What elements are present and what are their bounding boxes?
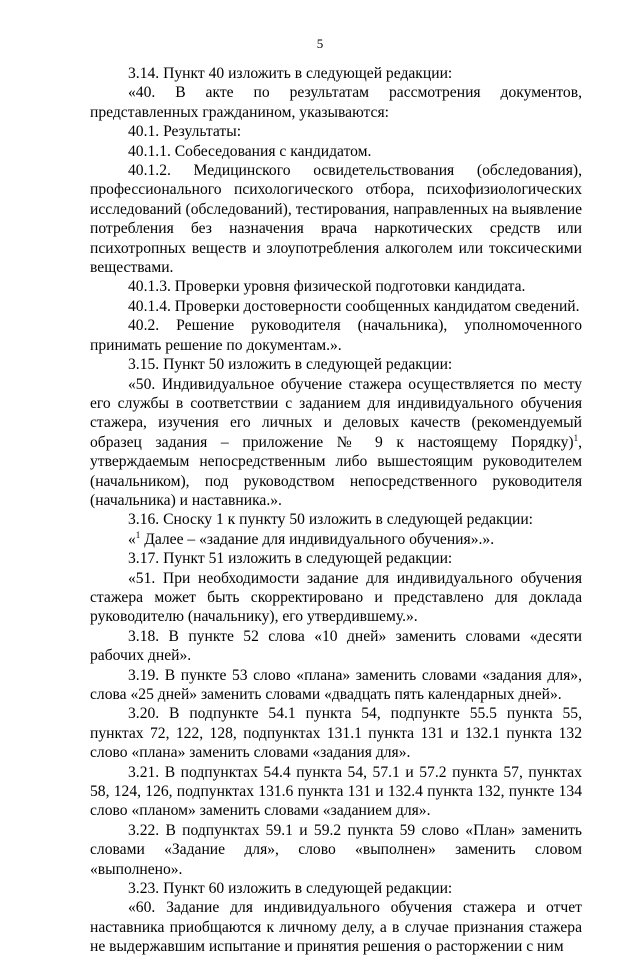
paragraph: 3.22. В подпунктах 59.1 и 59.2 пункта 59 слово «План» заменить словами «Задание для», слово «выполнен» заменить словом «выполнено». xyxy=(90,821,582,878)
paragraph: 3.20. В подпункте 54.1 пункта 54, подпункте 55.5 пункта 55, пунктах 72, 122, 128, подпунктах 131.1 пункта 131 и 132.1 пункта 132 слово «плана» заменить словами «задания для». xyxy=(90,705,582,762)
paragraph-text: , утверждаемым непосредственным либо вышестоящим руководителем (начальником), под руководством непосредственного руководителя (начальника) и наставника.». xyxy=(90,433,582,509)
paragraph: 40.1. Результаты: xyxy=(128,123,242,141)
paragraph-text: «50. Индивидуальное обучение стажера осуществляется по месту его службы в соответствии с заданием для индивидуального обучения стажера, изучения его личных и деловых качеств (рекомендуемый образец задания – приложение № 9 к настоящему Порядку) xyxy=(90,375,582,451)
page-number: 5 xyxy=(316,36,324,51)
footnote-mark: 1 xyxy=(573,432,579,443)
paragraph: 3.14. Пункт 40 изложить в следующей редакции: xyxy=(128,65,453,82)
paragraph: 40.1.1. Собеседования с кандидатом. xyxy=(128,142,372,160)
paragraph-text: Далее – «задание для индивидуального обучения».». xyxy=(140,530,495,548)
paragraph: «40. В акте по результатам рассмотрения документов, представленных гражданином, указываются: xyxy=(90,84,582,121)
paragraph: 40.1.4. Проверки достоверности сообщенных кандидатом сведений. xyxy=(128,297,580,315)
paragraph: 40.2. Решение руководителя (начальника), уполномоченного принимать решение по документам.». xyxy=(90,317,582,354)
paragraph: 3.17. Пункт 51 изложить в следующей редакции: xyxy=(128,550,453,568)
paragraph: «60. Задание для индивидуального обучения стажера и отчет наставника приобщаются к личному делу, а в случае признания стажера не выдержавшим испытание и принятия решения о расторжении с ним xyxy=(90,899,582,956)
paragraph: 40.1.2. Медицинского освидетельствования (обследования), профессионального психологического отбора, психофизиологических исследований (обследований), тестирования, направленных на выявление потребления без назначения врача наркотических средств или психотропных веществ и злоупотребления алкоголем или токсическими веществами. xyxy=(90,162,582,277)
paragraph xyxy=(90,375,582,511)
paragraph xyxy=(90,530,582,549)
document-body xyxy=(90,64,582,957)
paragraph-text: « xyxy=(128,530,136,548)
paragraph: «51. При необходимости задание для индивидуального обучения стажера может быть скорректировано и представлено для доклада руководителю (начальнику), его утвердившему.». xyxy=(90,569,582,626)
paragraph: 3.16. Сноску 1 к пункту 50 изложить в следующей редакции: xyxy=(128,511,533,529)
footnote-mark: 1 xyxy=(135,529,141,540)
paragraph: 3.15. Пункт 50 изложить в следующей редакции: xyxy=(128,356,453,374)
paragraph: 3.21. В подпунктах 54.4 пункта 54, 57.1 и 57.2 пункта 57, пунктах 58, 124, 126, подпунктах 131.6 пункта 131 и 132.4 пункта 132, пункте 134 слово «планом» заменить словами «заданием для». xyxy=(90,763,582,820)
paragraph: 3.18. В пункте 52 слова «10 дней» заменить словами «десяти рабочих дней». xyxy=(90,627,582,665)
paragraph: 3.19. В пункте 53 слово «плана» заменить словами «задания для», слова «25 дней» заменить словами «двадцать пять календарных дней». xyxy=(90,666,582,703)
paragraph: 40.1.3. Проверки уровня физической подготовки кандидата. xyxy=(128,278,526,296)
paragraph: 3.23. Пункт 60 изложить в следующей редакции: xyxy=(128,880,453,898)
